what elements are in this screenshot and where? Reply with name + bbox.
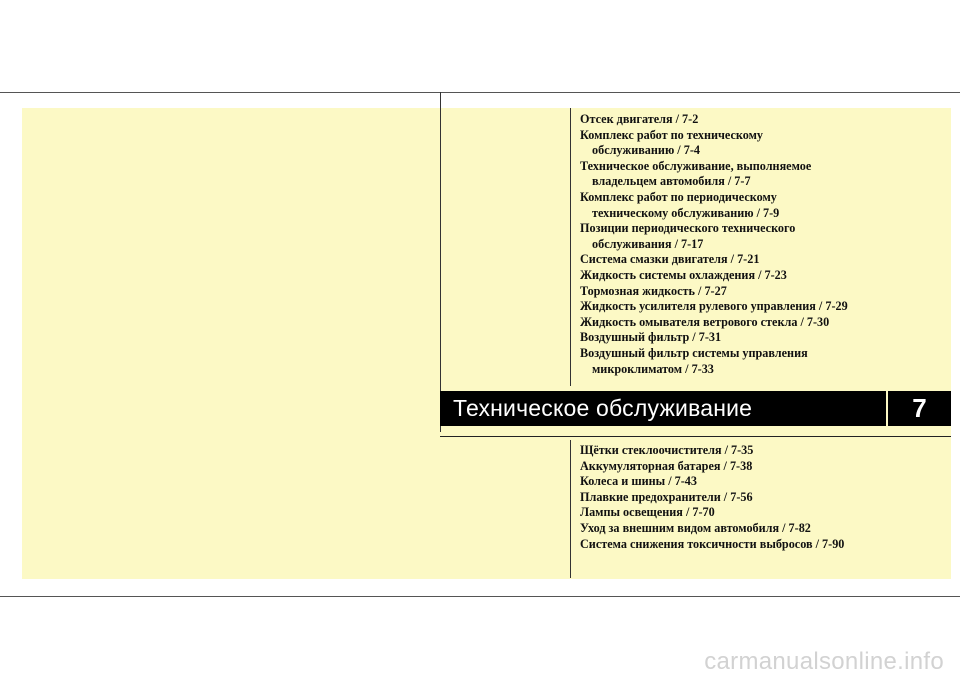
chapter-number: 7 — [912, 393, 927, 423]
bottom-rule — [0, 596, 960, 597]
toc-item[interactable]: Жидкость омывателя ветрового стекла / 7-30 — [580, 314, 830, 329]
watermark: carmanualsonline.info — [704, 648, 944, 675]
toc-lower-list — [580, 443, 950, 552]
toc-item[interactable]: Комплекс работ по периодическому техническому обслуживанию / 7-9 — [580, 189, 780, 220]
top-rule — [0, 92, 960, 93]
toc-item[interactable]: Жидкость системы охлаждения / 7-23 — [580, 267, 787, 282]
banner-underline — [440, 436, 951, 437]
section-title: Техническое обслуживание — [453, 395, 753, 421]
toc-item[interactable]: Уход за внешним видом автомобиля / 7-82 — [580, 520, 811, 535]
toc-divider-lower — [570, 440, 571, 578]
toc-item[interactable]: Воздушный фильтр системы управления микроклиматом / 7-33 — [580, 345, 808, 376]
toc-divider-upper — [570, 108, 571, 386]
toc-item[interactable]: Плавкие предохранители / 7-56 — [580, 489, 753, 504]
chapter-number-box — [888, 391, 951, 426]
left-divider — [440, 92, 441, 432]
toc-item[interactable]: Техническое обслуживание, выполняемое владельцем автомобиля / 7-7 — [580, 158, 812, 189]
toc-item[interactable]: Отсек двигателя / 7-2 — [580, 112, 699, 126]
toc-item[interactable]: Система снижения токсичности выбросов / 7-90 — [580, 536, 845, 551]
toc-item[interactable]: Воздушный фильтр / 7-31 — [580, 330, 722, 345]
toc-item[interactable]: Комплекс работ по техническому обслуживанию / 7-4 — [580, 127, 764, 158]
toc-item[interactable]: Колеса и шины / 7-43 — [580, 474, 697, 489]
toc-item[interactable]: Жидкость усилителя рулевого управления / 7-29 — [580, 299, 848, 314]
section-title-banner — [440, 391, 886, 426]
toc-item[interactable]: Позиции периодического технического обслуживания / 7-17 — [580, 221, 796, 251]
toc-item[interactable]: Тормозная жидкость / 7-27 — [580, 283, 727, 298]
toc-item[interactable]: Лампы освещения / 7-70 — [580, 505, 715, 520]
toc-item[interactable]: Аккумуляторная батарея / 7-38 — [580, 458, 753, 473]
toc-upper-list — [580, 112, 950, 377]
toc-item[interactable]: Щётки стеклоочистителя / 7-35 — [580, 443, 754, 457]
toc-item[interactable]: Система смазки двигателя / 7-21 — [580, 252, 760, 267]
